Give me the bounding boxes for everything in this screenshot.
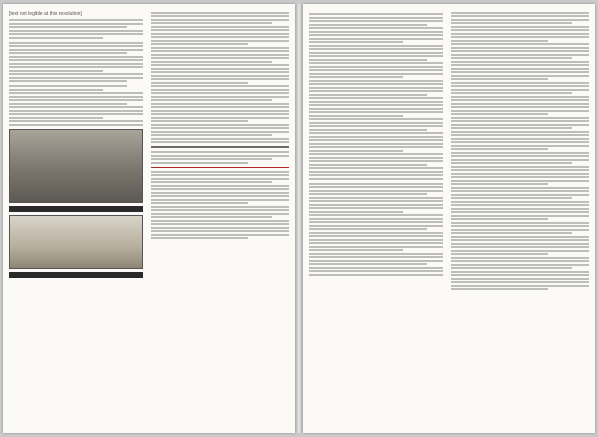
left-page-column-2 xyxy=(151,10,289,415)
group-photo xyxy=(9,129,143,203)
right-page-column-1 xyxy=(309,10,443,415)
gutter xyxy=(296,4,302,433)
photo-caption-2 xyxy=(9,272,143,278)
left-page-column-1 xyxy=(9,10,143,415)
right-page-column-2 xyxy=(451,10,589,415)
text-placeholder: [text not legible at this resolution] xyxy=(9,11,82,17)
photo-caption xyxy=(9,206,143,212)
section-band xyxy=(151,146,289,148)
right-page xyxy=(303,4,595,433)
cemetery-photo xyxy=(9,215,143,269)
left-page xyxy=(3,4,295,433)
